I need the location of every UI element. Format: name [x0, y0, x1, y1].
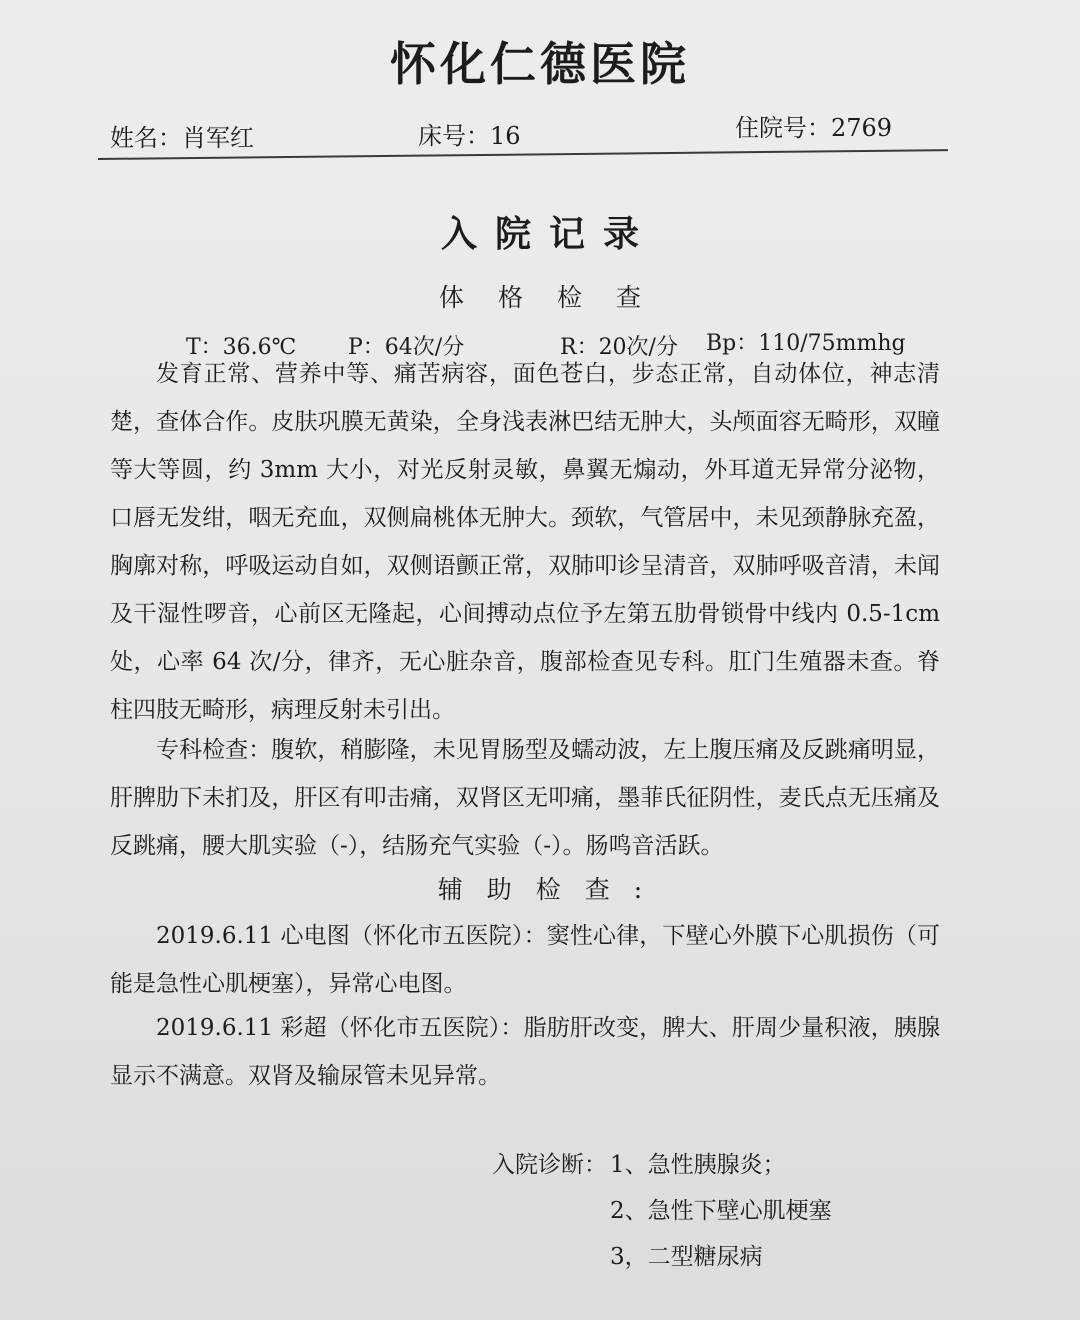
diagnosis-item: 2、急性下壁心肌梗塞 [610, 1198, 832, 1224]
vital-blood-pressure: Bp：110/75mmhg [706, 331, 906, 356]
admission-number: 住院号：2769 [735, 114, 893, 142]
vital-temperature: T：36.6℃ [186, 335, 297, 360]
auxiliary-ecg: 2019.6.11 心电图（怀化市五医院）：窦性心律，下壁心外膜下心肌损伤（可能是急性心肌梗塞），异常心电图。 [110, 923, 940, 997]
diagnosis-item: 3，二型糖尿病 [610, 1244, 763, 1270]
auxiliary-ultrasound: 2019.6.11 彩超（怀化市五医院）：脂肪肝改变，脾大、肝周少量积液，胰腺显示不满意。双肾及输尿管未见异常。 [110, 1015, 940, 1089]
vital-pulse: P：64次/分 [348, 335, 465, 360]
hospital-name: 怀化仁德医院 [390, 37, 690, 91]
bed-number: 床号：16 [418, 122, 521, 150]
record-title: 入院记录 [440, 213, 657, 255]
patient-name: 姓名：肖军红 [110, 124, 254, 152]
diagnosis-label: 入院诊断： [492, 1152, 607, 1178]
auxiliary-exam-title: 辅助检查: [437, 875, 667, 904]
physical-exam-title: 体格检查 [438, 283, 675, 312]
physical-exam-text: 发育正常、营养中等、痛苦病容，面色苍白，步态正常，自动体位，神志清楚，查体合作。皮肤巩膜无黄染，全身浅表淋巴结无肿大，头颅面容无畸形，双瞳等大等圆，约 3mm 大小，对光反射灵敏，鼻翼无煽动，外耳道无异常分泌物，口唇无发绀，咽无充血，双侧扁桃体无肿大。颈软，气管居中，未见颈静脉充盈，胸廓对称，呼吸运动自如，双侧语颤正常，双肺叩诊呈清音，双肺呼吸音清，未闻及干湿性啰音，心前区无隆起，心间搏动点位予左第五肋骨锁骨中线内 0.5-1cm 处，心率 64 次/分，律齐，无心脏杂音，腹部检查见专科。肛门生殖器未查。脊柱四肢无畸形，病理反射未引出。 [110, 361, 940, 723]
diagnosis-item: 1、急性胰腺炎； [610, 1152, 786, 1178]
vital-respiration: R：20次/分 [560, 335, 678, 360]
specialty-exam-text: 专科检查：腹软，稍膨隆，未见胃肠型及蠕动波，左上腹压痛及反跳痛明显，肝脾肋下未扪及，肝区有叩击痛，双肾区无叩痛，墨菲氏征阴性，麦氏点无压痛及反跳痛，腰大肌实验（-），结肠充气实验（-）。肠鸣音活跃。 [110, 737, 940, 859]
